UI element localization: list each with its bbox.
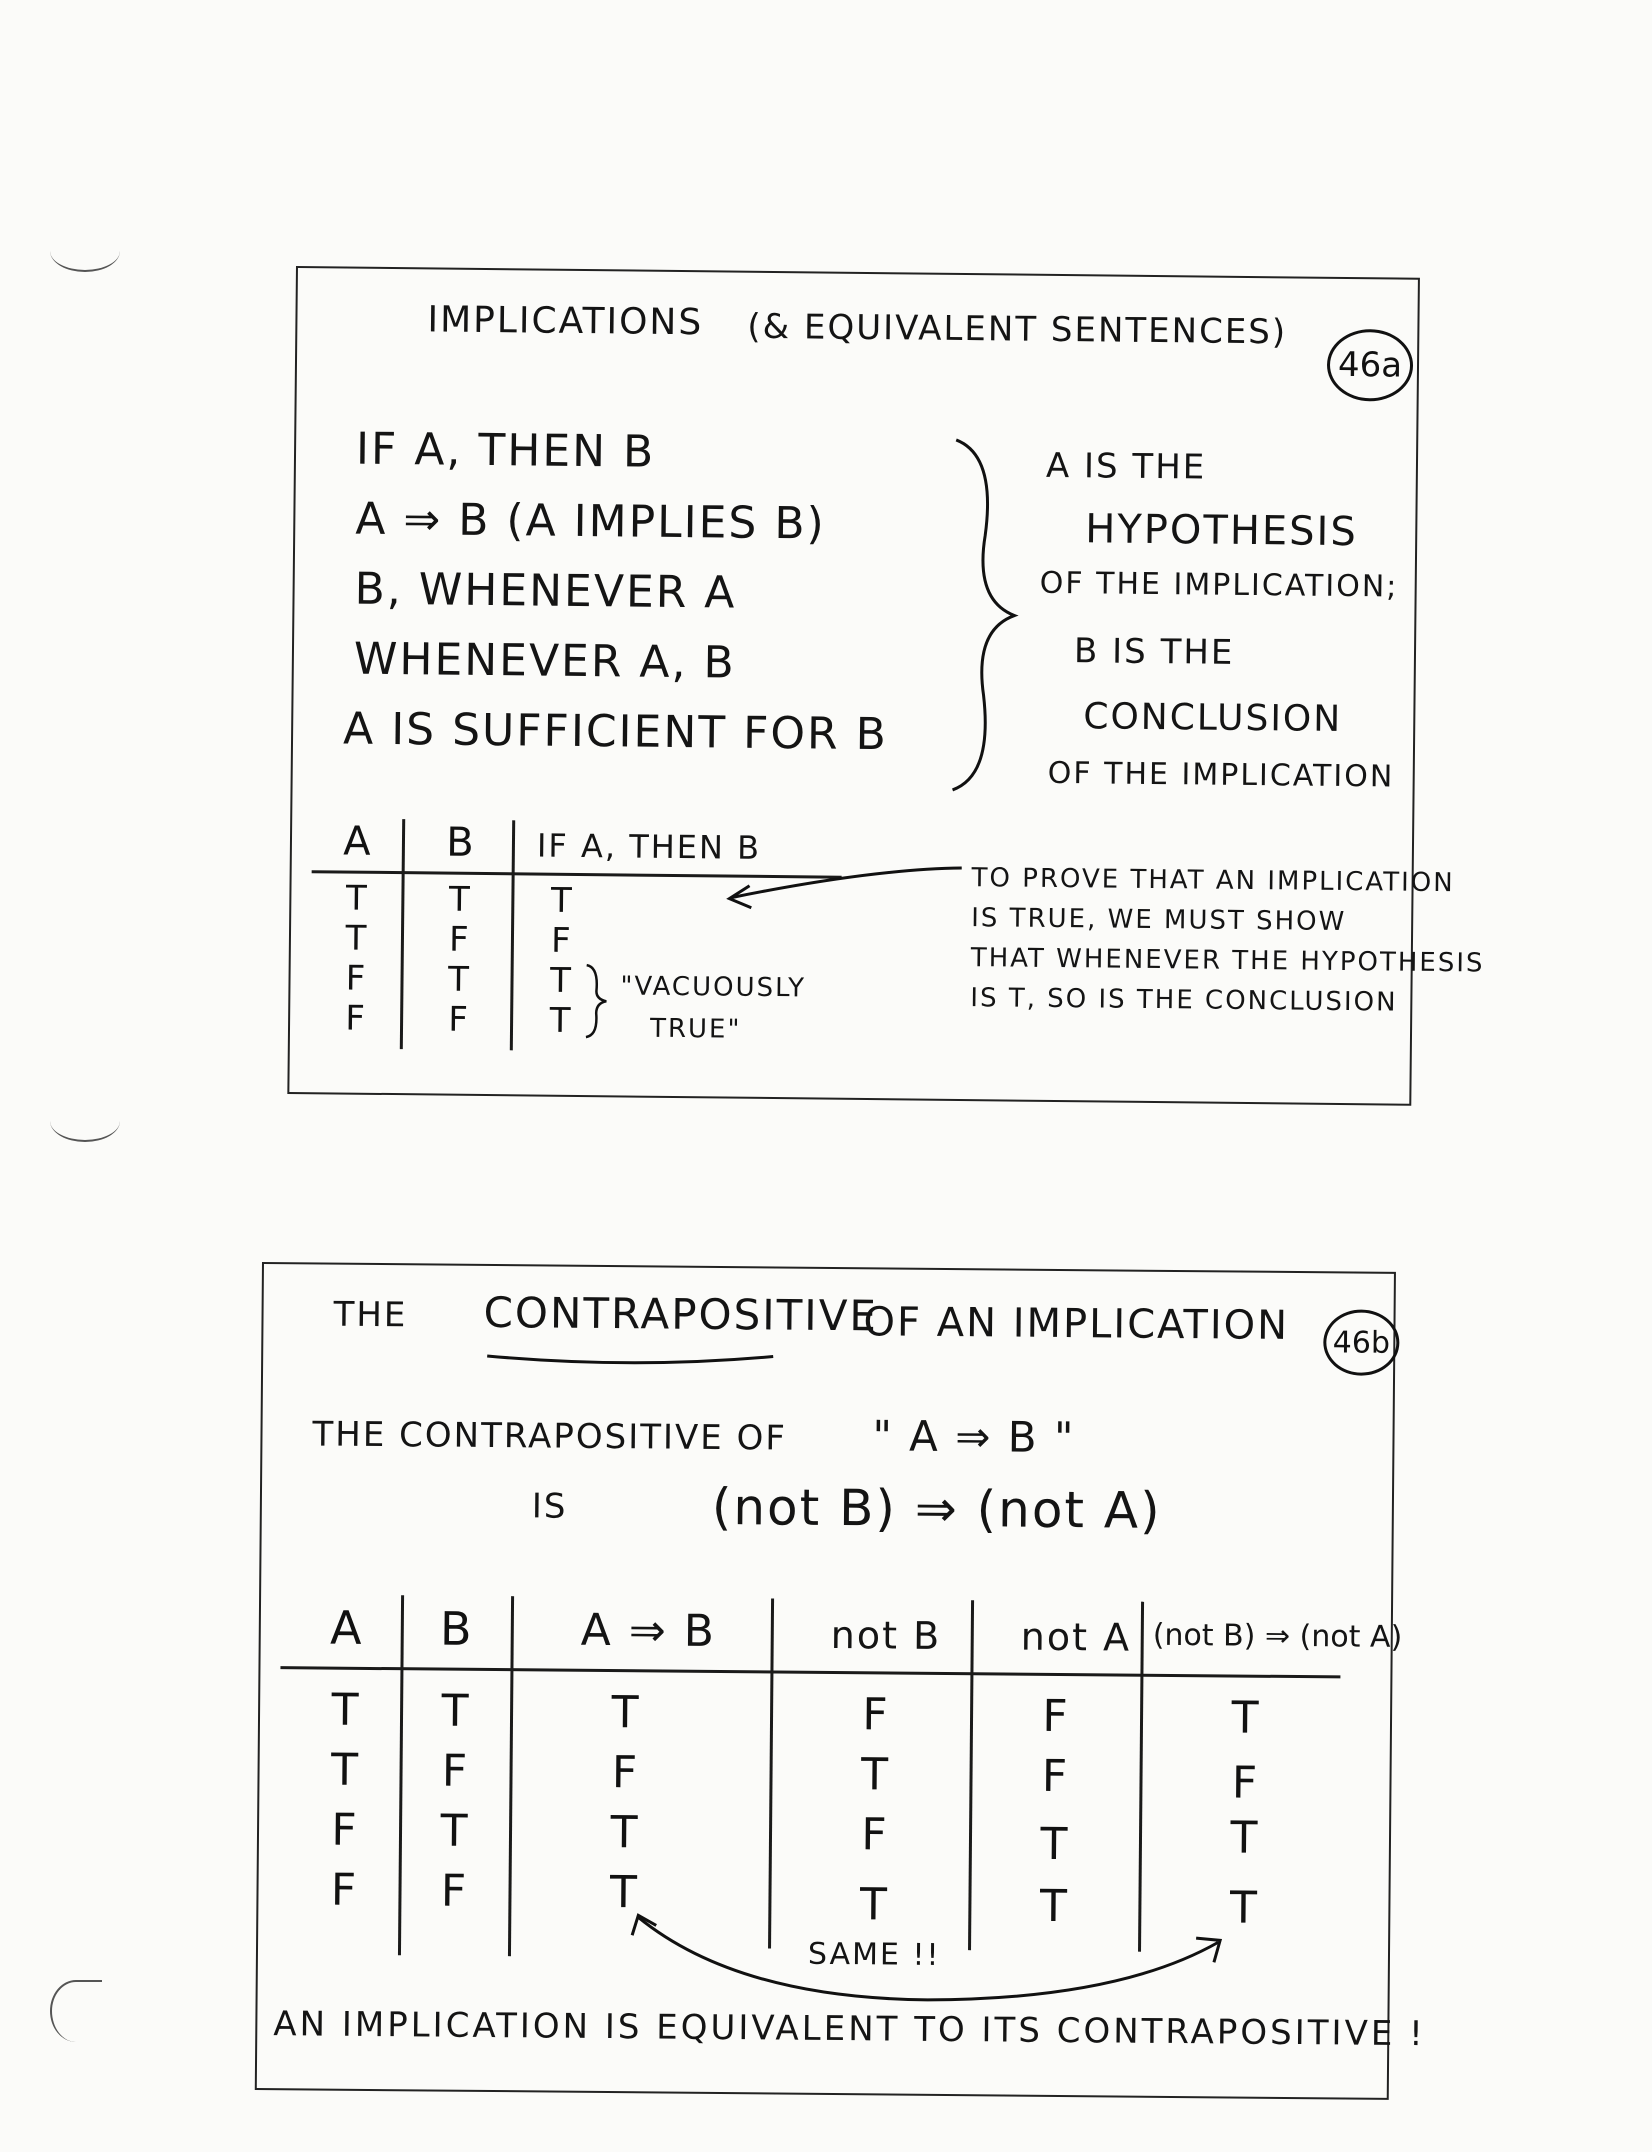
proof-note-line2: IS TRUE, WE MUST SHOW: [971, 903, 1347, 938]
row1-not-b: F: [862, 1689, 888, 1741]
row4-not-a: T: [1039, 1880, 1068, 1933]
row1-result: T: [550, 880, 572, 921]
row1-contrapositive: T: [1231, 1692, 1259, 1744]
table-divider-3: [768, 1598, 774, 1948]
table-divider-2: [508, 1596, 514, 1956]
proof-note-line3: THAT WHENEVER THE HYPOTHESIS: [970, 943, 1485, 979]
row2-contrapositive: F: [1231, 1757, 1258, 1809]
same-label: SAME !!: [807, 1936, 941, 1973]
row4-not-b: T: [859, 1879, 888, 1931]
row4-a: F: [330, 1864, 357, 1916]
equivalence-conclusion: AN IMPLICATION IS EQUIVALENT TO ITS CONTRAPOSITIVE !: [273, 2004, 1426, 2055]
table-divider-1: [400, 819, 405, 1049]
proof-note-line1: TO PROVE THAT AN IMPLICATION: [971, 863, 1455, 899]
row4-a: F: [345, 998, 366, 1039]
table-divider-2: [510, 820, 515, 1050]
header-b: B: [439, 1601, 472, 1656]
table-divider-5: [1138, 1602, 1144, 1952]
row3-not-b: F: [861, 1809, 887, 1861]
table-header-rule: [280, 1666, 1340, 1678]
row4-contrapositive: T: [1229, 1882, 1258, 1934]
row3-b: T: [447, 959, 470, 1000]
header-a-implies-b: A ⇒ B: [580, 1604, 717, 1657]
row4-b: F: [440, 1865, 467, 1917]
table-divider-4: [968, 1600, 974, 1950]
row2-a: T: [345, 918, 367, 959]
note-b-is-the: B IS THE: [1073, 631, 1235, 673]
header-a: A: [343, 818, 371, 865]
header-b: B: [445, 819, 474, 866]
punch-hole-middle: [50, 1100, 120, 1142]
punch-hole-bottom: [50, 1980, 102, 2042]
panel-a-title-paren: (& EQUIVALENT SENTENCES): [747, 306, 1288, 353]
row2-a-implies-b: F: [611, 1747, 638, 1799]
table-divider-1: [398, 1595, 404, 1955]
row3-result: T: [549, 960, 572, 1001]
brace-icon: [942, 435, 1036, 796]
true-label: TRUE": [649, 1013, 742, 1045]
slide-46b: [255, 1262, 1426, 2100]
form-whenever: B, WHENEVER A: [354, 563, 737, 619]
panel-b-title-the: THE: [333, 1294, 408, 1336]
panel-b-title-rest: OF AN IMPLICATION: [863, 1299, 1290, 1349]
row1-a-implies-b: T: [611, 1687, 639, 1739]
row2-not-a: F: [1041, 1750, 1068, 1803]
slide-46a: [287, 266, 1485, 1106]
underline-icon: [483, 1346, 783, 1369]
panel-a-title: IMPLICATIONS: [427, 299, 704, 344]
row2-not-b: T: [860, 1749, 889, 1801]
note-hypothesis: HYPOTHESIS: [1085, 506, 1358, 556]
contrapositive-is: IS: [531, 1486, 568, 1527]
row1-a: T: [331, 1684, 359, 1736]
header-if-then: IF A, THEN B: [536, 826, 762, 867]
note-a-is-the: A IS THE: [1045, 445, 1207, 488]
punch-hole-top: [50, 230, 120, 272]
row3-b: T: [440, 1805, 468, 1857]
row1-not-a: F: [1042, 1690, 1068, 1743]
row2-b: F: [441, 1745, 468, 1797]
form-sufficient: A IS SUFFICIENT FOR B: [342, 703, 889, 761]
header-not-a: not A: [1020, 1614, 1132, 1660]
row4-b: F: [448, 999, 469, 1040]
slide-number-badge: 46a: [1327, 329, 1414, 402]
note-of-implication-2: OF THE IMPLICATION: [1047, 755, 1395, 795]
slide-number-badge: 46b: [1323, 1309, 1400, 1376]
contrapositive-expr: (not B) ⇒ (not A): [711, 1477, 1162, 1540]
header-a: A: [329, 1600, 362, 1655]
contrapositive-line1: THE CONTRAPOSITIVE OF: [312, 1414, 788, 1459]
small-brace-icon: [582, 961, 613, 1041]
header-not-b: not B: [830, 1612, 942, 1658]
form-implies: A ⇒ B (A IMPLIES B): [355, 493, 826, 550]
truth-table-implication: [310, 818, 872, 1054]
row3-a-implies-b: T: [610, 1807, 638, 1859]
arrow-to-row1-icon: [671, 857, 972, 920]
row3-not-a: T: [1040, 1818, 1068, 1871]
panel-b-title-main: CONTRAPOSITIVE: [483, 1287, 879, 1341]
note-of-implication-1: OF THE IMPLICATION;: [1039, 565, 1399, 605]
row3-contrapositive: T: [1230, 1812, 1258, 1864]
row2-a: T: [330, 1744, 359, 1796]
row1-b: T: [448, 879, 470, 920]
row4-a-implies-b: T: [609, 1867, 638, 1919]
proof-note-line4: IS T, SO IS THE CONCLUSION: [970, 983, 1398, 1018]
row3-a: F: [331, 1804, 357, 1856]
vacuously-label: "VACUOUSLY: [620, 971, 807, 1004]
contrapositive-line1-expr: " A ⇒ B ": [872, 1411, 1076, 1463]
form-whenever-2: WHENEVER A, B: [353, 633, 736, 689]
row4-result: T: [549, 1000, 571, 1041]
form-if-then: IF A, THEN B: [355, 423, 656, 478]
row2-b: F: [448, 919, 469, 960]
note-conclusion: CONCLUSION: [1083, 696, 1343, 740]
row1-a: T: [345, 878, 367, 919]
header-contrapositive: (not B) ⇒ (not A): [1152, 1617, 1403, 1655]
row3-a: F: [345, 958, 366, 999]
row1-b: T: [441, 1685, 469, 1737]
row2-result: F: [550, 920, 571, 961]
